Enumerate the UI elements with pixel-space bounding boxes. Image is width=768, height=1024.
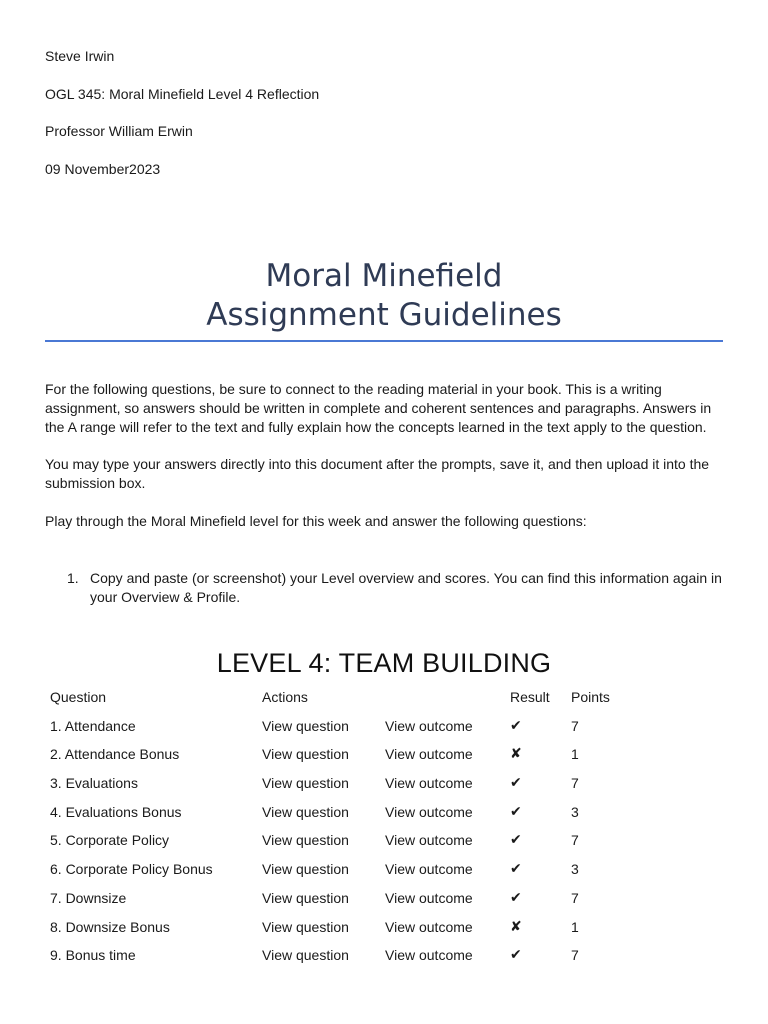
question-cell: 6. Corporate Policy Bonus xyxy=(50,861,213,878)
list-item-text: Copy and paste (or screenshot) your Level overview and scores. You can find this information again in your Overview & Profile. xyxy=(90,570,722,605)
instructions-paragraph-1: For the following questions, be sure to connect to the reading material in your book. This is a writing assignment, so answers should be written in complete and coherent sentences and paragraphs. Answers in the A range will refer to the text and fully explain how the concepts learned in the text apply to the question. xyxy=(45,381,712,435)
level-heading: LEVEL 4: TEAM BUILDING xyxy=(216,648,552,678)
question-cell: 3. Evaluations xyxy=(50,775,138,792)
view-outcome-link[interactable]: View outcome xyxy=(385,746,473,763)
document-title xyxy=(45,257,723,335)
points-cell: 7 xyxy=(571,832,579,849)
header-points: Points xyxy=(571,689,610,705)
view-question-link[interactable]: View question xyxy=(262,889,349,906)
question-cell: 7. Downsize xyxy=(50,889,127,906)
table-header-row xyxy=(50,688,690,717)
table-row xyxy=(50,860,690,889)
list-item-number: 1. xyxy=(67,570,79,586)
points-cell: 7 xyxy=(571,775,579,792)
question-cell: 5. Corporate Policy xyxy=(50,832,170,849)
header-question: Question xyxy=(50,689,107,705)
check-icon: ✔ xyxy=(510,832,522,849)
student-name: Steve Irwin xyxy=(45,48,115,64)
table-row xyxy=(50,889,690,918)
table-row xyxy=(50,774,690,803)
question-cell: 9. Bonus time xyxy=(50,947,136,964)
view-question-link[interactable]: View question xyxy=(262,947,349,964)
question-cell: 1. Attendance xyxy=(50,717,136,734)
view-outcome-link[interactable]: View outcome xyxy=(385,918,473,935)
header-actions: Actions xyxy=(262,689,308,705)
check-icon: ✔ xyxy=(510,803,522,820)
view-question-link[interactable]: View question xyxy=(262,861,349,878)
cross-icon: ✘ xyxy=(510,918,522,935)
title-line-2: Assignment Guidelines xyxy=(206,297,562,333)
view-outcome-link[interactable]: View outcome xyxy=(385,861,473,878)
check-icon: ✔ xyxy=(510,861,522,878)
score-table xyxy=(50,688,690,975)
course-line: OGL 345: Moral Minefield Level 4 Reflection xyxy=(45,86,320,102)
points-cell: 7 xyxy=(571,889,579,906)
instructions-paragraph-2: You may type your answers directly into this document after the prompts, save it, and then upload it into the submission box. xyxy=(45,456,710,491)
points-cell: 1 xyxy=(571,918,579,935)
view-outcome-link[interactable]: View outcome xyxy=(385,717,473,734)
cross-icon: ✘ xyxy=(510,746,522,763)
points-cell: 1 xyxy=(571,746,579,763)
points-cell: 7 xyxy=(571,947,579,964)
view-question-link[interactable]: View question xyxy=(262,918,349,935)
title-line-1: Moral Minefield xyxy=(265,258,503,294)
table-row xyxy=(50,831,690,860)
header-result: Result xyxy=(510,689,550,705)
table-row xyxy=(50,803,690,832)
check-icon: ✔ xyxy=(510,717,522,734)
points-cell: 3 xyxy=(571,803,579,820)
check-icon: ✔ xyxy=(510,889,522,906)
title-divider xyxy=(45,340,723,342)
view-outcome-link[interactable]: View outcome xyxy=(385,803,473,820)
question-cell: 8. Downsize Bonus xyxy=(50,918,170,935)
view-question-link[interactable]: View question xyxy=(262,775,349,792)
view-outcome-link[interactable]: View outcome xyxy=(385,832,473,849)
date-line: 09 November2023 xyxy=(45,161,161,177)
view-question-link[interactable]: View question xyxy=(262,746,349,763)
view-question-link[interactable]: View question xyxy=(262,717,349,734)
table-row xyxy=(50,745,690,774)
points-cell: 3 xyxy=(571,861,579,878)
check-icon: ✔ xyxy=(510,775,522,792)
view-question-link[interactable]: View question xyxy=(262,832,349,849)
points-cell: 7 xyxy=(571,717,579,734)
view-outcome-link[interactable]: View outcome xyxy=(385,889,473,906)
instructions-paragraph-3: Play through the Moral Minefield level for this week and answer the following questions: xyxy=(45,513,587,529)
table-row xyxy=(50,946,690,975)
table-row xyxy=(50,918,690,947)
check-icon: ✔ xyxy=(510,947,522,964)
view-outcome-link[interactable]: View outcome xyxy=(385,947,473,964)
table-row xyxy=(50,717,690,746)
question-cell: 4. Evaluations Bonus xyxy=(50,803,182,820)
view-outcome-link[interactable]: View outcome xyxy=(385,775,473,792)
professor-line: Professor William Erwin xyxy=(45,123,193,139)
view-question-link[interactable]: View question xyxy=(262,803,349,820)
question-cell: 2. Attendance Bonus xyxy=(50,746,180,763)
